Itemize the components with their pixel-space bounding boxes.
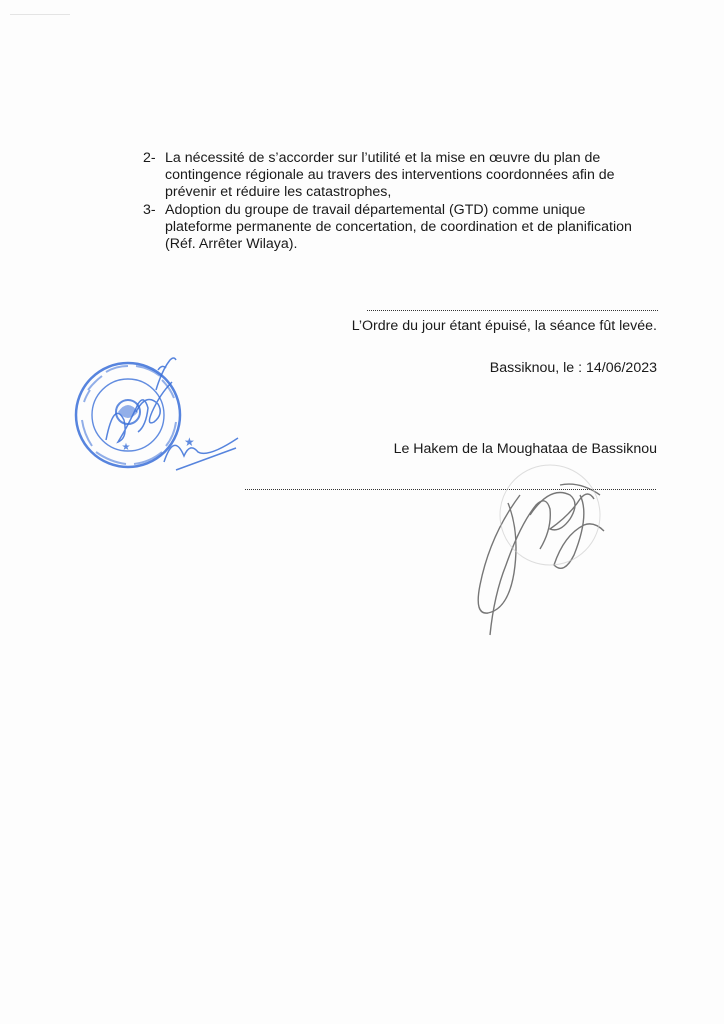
list-item	[143, 150, 643, 202]
svg-text:★: ★	[121, 442, 131, 453]
agenda-list	[143, 150, 643, 253]
list-item	[143, 202, 643, 254]
signatory-title: Le Hakem de la Moughataa de Bassiknou	[393, 441, 657, 457]
item-text: Adoption du groupe de travail départemental (GTD) comme unique plateforme permanente de concertation, de coordination et de planification (Réf. Arrêter Wilaya).	[165, 201, 632, 253]
closing-statement: L’Ordre du jour étant épuisé, la séance fût levée.	[351, 318, 657, 334]
item-number: 3-	[143, 201, 156, 218]
official-stamp	[66, 350, 246, 500]
item-text: La nécessité de s’accorder sur l’utilité et la mise en œuvre du plan de contingence régionale au travers des interventions coordonnées afin de prévenir et réduire les catastrophes,	[165, 150, 615, 201]
dotted-separator	[367, 310, 658, 311]
date-line: Bassiknou, le : 14/06/2023	[489, 360, 657, 376]
scan-artifact	[10, 14, 70, 23]
svg-text:★: ★	[184, 435, 195, 449]
item-number: 2-	[143, 150, 156, 166]
hakem-signature	[460, 455, 620, 645]
